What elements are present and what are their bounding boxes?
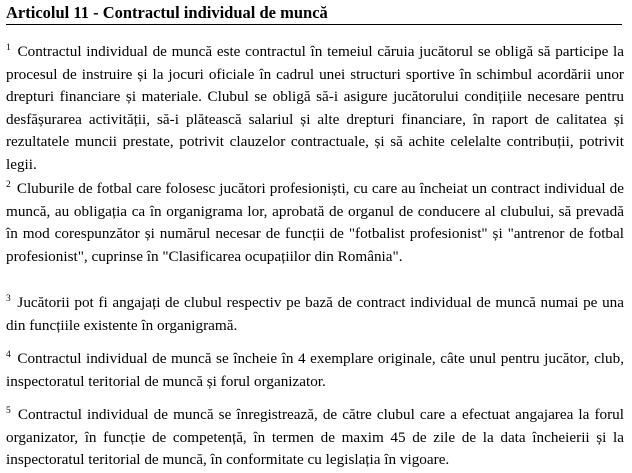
- paragraph-text: Contractul individual de muncă este contractul în temeiul căruia jucătorul se obligă să participe la procesul de instruire și la jocuri oficiale în cadrul unei structuri sportive în schimbul acordării unor drepturi financiare și materiale. Clubul se obligă să-i asigure jucătorului condițiile necesare pentru desfășurarea activității, să-i plătească salariul și alte drepturi financiare, în raport de calitatea și rezultatele muncii prestate, potrivit clauzelor contractuale, și să achite celelalte contribuții, potrivit legii.: [6, 43, 625, 173]
- paragraph-text: Jucătorii pot fi angajați de clubul respectiv pe bază de contract individual de muncă numai pe una din funcțiile existente în organigramă.: [6, 294, 625, 334]
- paragraph-text: Cluburile de fotbal care folosesc jucători profesioniști, cu care au încheiat un contract individual de muncă, au obligația ca în organigrama lor, aprobată de organul de conducere al clubului, să prevadă în mod corespunzător și numărul necesar de funcții de "fotbalist profesionist" și "antrenor de fotbal profesionist", cuprinse în "Clasificarea ocupațiilor din România".: [6, 180, 624, 265]
- heading-underline: [6, 24, 622, 25]
- paragraph-number: 5: [6, 406, 11, 416]
- paragraph-3: [6, 292, 624, 337]
- paragraph-1: [6, 41, 624, 177]
- paragraph-4: [6, 348, 624, 393]
- paragraph-number: 1: [6, 43, 11, 53]
- paragraph-5: [6, 404, 624, 472]
- paragraph-text: Contractul individual de muncă se înregistrează, de către clubul care a efectuat angajarea la forul organizator, în funcție de competență, în termen de maxim 45 de zile de la data încheierii și la inspectoratul teritorial de muncă, în conformitate cu legislația în vigoare.: [6, 406, 624, 469]
- paragraph-number: 2: [6, 180, 11, 190]
- paragraph-number: 3: [6, 294, 11, 304]
- paragraph-text: Contractul individual de muncă se încheie în 4 exemplare originale, câte unul pentru jucător, club, inspectoratul teritorial de muncă și forul organizator.: [6, 350, 625, 390]
- paragraph-2: [6, 178, 624, 268]
- article-heading: Articolul 11 - Contractul individual de muncă: [6, 3, 328, 22]
- paragraph-number: 4: [6, 350, 11, 360]
